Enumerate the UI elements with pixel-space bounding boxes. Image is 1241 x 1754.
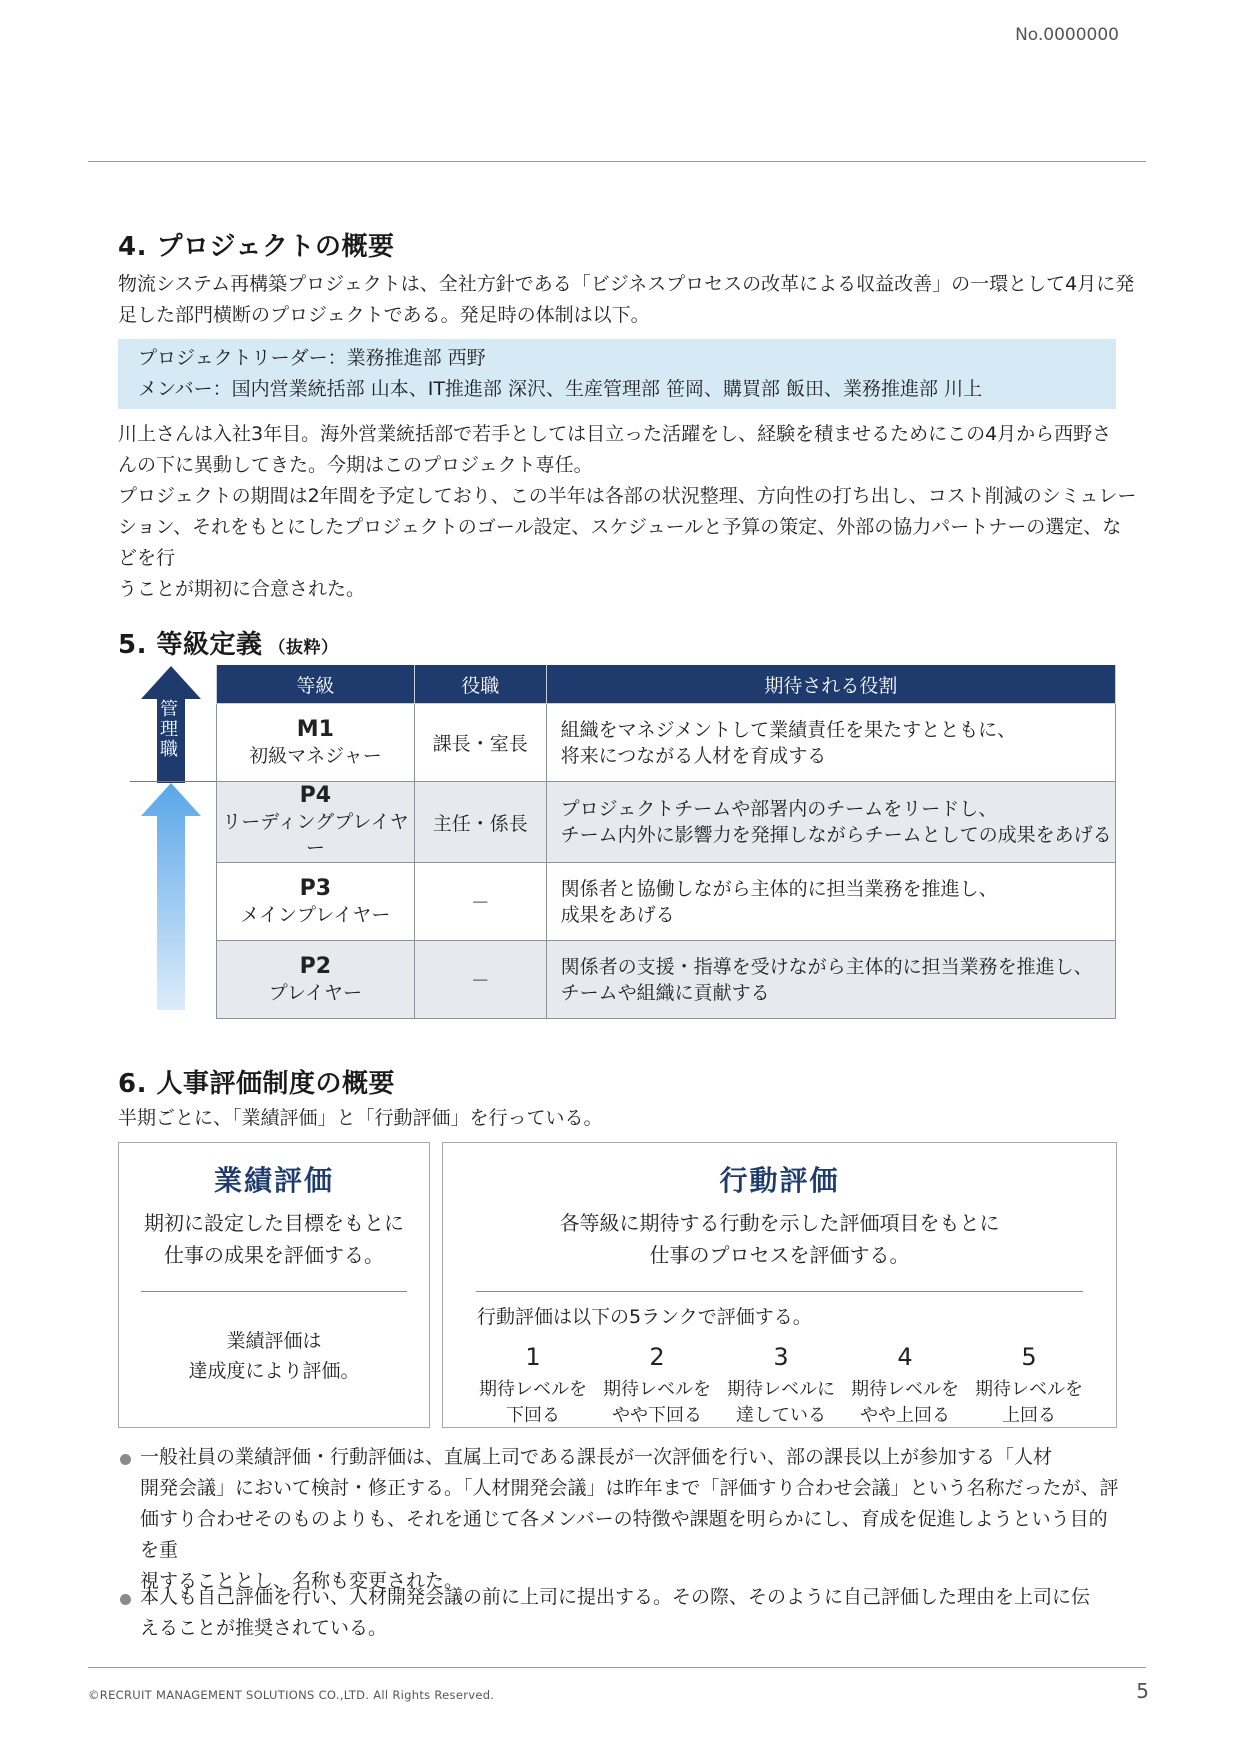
position-cell: 主任・係長	[414, 782, 546, 863]
footer-divider	[88, 1667, 1146, 1668]
behavior-evaluation-title: 行動評価	[719, 1164, 840, 1197]
role-cell	[546, 704, 1115, 782]
section4-intro-line: 物流システム再構築プロジェクトは、全社方針である「ビジネスプロセスの改革による収益改善」の一環として4月に発	[118, 273, 1135, 295]
grade-code: P4	[299, 783, 332, 808]
section4-intro-line: 足した部門横断のプロジェクトである。発足時の体制は以下。	[118, 304, 650, 326]
position-cell: －	[414, 941, 546, 1019]
manager-label: 管理職	[160, 699, 178, 760]
manager-divider	[130, 781, 216, 782]
grade-code: P3	[299, 875, 332, 901]
desc-line: 各等級に期待する行動を示した評価項目をもとに	[559, 1211, 1000, 1235]
rank-label: 下回る	[506, 1405, 560, 1426]
header-grade: 等級	[217, 665, 415, 704]
bullet-text	[140, 1582, 1120, 1644]
section4-title: 4. プロジェクトの概要	[118, 232, 395, 262]
section4-body-line: プロジェクトの期間は2年間を予定しており、この半年は各部の状況整理、方向性の打ち出し、コスト削減のシミュレー	[118, 485, 1137, 507]
desc-line: 仕事のプロセスを評価する。	[649, 1243, 910, 1267]
rank-item	[471, 1343, 595, 1429]
note-line: 業績評価は	[226, 1330, 322, 1352]
rank-intro: 行動評価は以下の5ランクで評価する。	[477, 1306, 812, 1328]
header-position: 役職	[414, 665, 546, 704]
section5-title-text: 5. 等級定義	[118, 630, 263, 660]
grade-row-m1	[217, 704, 1116, 782]
role-line: 成果をあげる	[560, 903, 675, 926]
rank-item	[595, 1343, 719, 1429]
rank-label: 期待レベルを	[975, 1379, 1083, 1400]
rank-label: 期待レベルを	[851, 1379, 959, 1400]
bullet-dot-icon	[120, 1454, 131, 1465]
page-number: 5	[1136, 1679, 1149, 1703]
role-line: チーム内外に影響力を発揮しながらチームとしての成果をあげる	[560, 824, 1112, 846]
rank-label: 上回る	[1002, 1405, 1056, 1426]
rank-item	[843, 1343, 967, 1429]
rank-label: やや下回る	[612, 1405, 702, 1426]
rank-number: 1	[525, 1343, 541, 1371]
note-line: 達成度により評価。	[188, 1360, 360, 1382]
behavior-evaluation-box	[442, 1142, 1117, 1428]
section6-intro: 半期ごとに、「業績評価」と「行動評価」を行っている。	[118, 1107, 603, 1129]
rank-label: 期待レベルを	[603, 1379, 711, 1400]
bullet-line: 開発会議」において検討・修正する。「人材開発会議」は昨年まで「評価すり合わせ会議」という名称だったが、評	[140, 1477, 1119, 1499]
section4-intro	[118, 269, 1138, 331]
role-cell	[546, 941, 1115, 1019]
performance-evaluation-desc	[119, 1207, 429, 1271]
position-cell: －	[414, 863, 546, 941]
performance-evaluation-title: 業績評価	[213, 1164, 334, 1197]
document-number: No.0000000	[1015, 25, 1119, 45]
rank-label: 期待レベルを	[479, 1379, 587, 1400]
grade-table	[216, 665, 1116, 1019]
rank-label: 達している	[736, 1405, 826, 1426]
behavior-evaluation-desc	[443, 1207, 1116, 1271]
grade-row-p3	[217, 863, 1116, 941]
grade-cell	[217, 782, 415, 863]
grade-table-header	[217, 665, 1116, 704]
section4-body-line: うことが期初に合意された。	[118, 578, 366, 600]
rank-item	[719, 1343, 843, 1429]
grade-name: リーディングプレイヤー	[222, 811, 409, 859]
grade-row-p2	[217, 941, 1116, 1019]
grade-name: メインプレイヤー	[240, 903, 391, 926]
rank-number: 3	[773, 1343, 789, 1371]
grade-cell	[217, 704, 415, 782]
rank-scale	[471, 1343, 1091, 1429]
section4-body-line: 川上さんは入社3年目。海外営業統括部で若手としては目立った活躍をし、経験を積ませるためにこの4月から西野さ	[118, 423, 1112, 445]
bullet-line: 本人も自己評価を行い、人材開発会議の前に上司に提出する。その際、そのように自己評価した理由を上司に伝	[140, 1586, 1091, 1608]
bullet-item	[120, 1582, 1120, 1644]
grade-code: M1	[296, 716, 334, 742]
bullet-line: 価すり合わせそのものよりも、それを通じて各メンバーの特徴や課題を明らかにし、育成を促進しようという目的を重	[140, 1508, 1108, 1561]
desc-line: 期初に設定した目標をもとに	[144, 1211, 404, 1235]
performance-divider	[141, 1291, 407, 1292]
role-line: チームや組織に貢献する	[560, 981, 770, 1004]
role-line: プロジェクトチームや部署内のチームをリードし、	[560, 798, 998, 820]
position-cell: 課長・室長	[414, 704, 546, 782]
role-line: 関係者の支援・指導を受けながら主体的に担当業務を推進し、	[560, 955, 1093, 978]
section4-body-line: んの下に異動してきた。今期はこのプロジェクト専任。	[118, 454, 593, 476]
behavior-divider	[476, 1291, 1083, 1292]
performance-evaluation-note	[119, 1326, 429, 1386]
project-members: メンバー：国内営業統括部 山本、IT推進部 深沢、生産管理部 笹岡、購買部 飯田、業務推進部 川上	[138, 378, 983, 400]
role-cell	[546, 863, 1115, 941]
project-leader: プロジェクトリーダー：業務推進部 西野	[138, 347, 486, 369]
role-line: 組織をマネジメントして業績責任を果たすとともに、	[560, 718, 1017, 741]
section5-title	[118, 624, 339, 661]
rank-number: 5	[1021, 1343, 1037, 1371]
project-team-box	[118, 339, 1116, 409]
role-line: 関係者と協働しながら主体的に担当業務を推進し、	[560, 877, 998, 900]
bullet-text	[140, 1442, 1120, 1597]
copyright: ©RECRUIT MANAGEMENT SOLUTIONS CO.,LTD. All Rights Reserved.	[88, 1688, 495, 1702]
bullet-dot-icon	[120, 1594, 131, 1605]
career-up-arrow-icon	[141, 783, 201, 1010]
grade-code: P2	[299, 953, 332, 979]
rank-label: やや上回る	[860, 1405, 950, 1426]
section6-title: 6. 人事評価制度の概要	[118, 1069, 396, 1099]
grade-cell	[217, 863, 415, 941]
rank-number: 4	[897, 1343, 913, 1371]
section4-body	[118, 419, 1138, 605]
bullet-item	[120, 1442, 1120, 1597]
header-role: 期待される役割	[546, 665, 1115, 704]
rank-number: 2	[649, 1343, 665, 1371]
grade-name: 初級マネジャー	[249, 744, 382, 767]
rank-label: 期待レベルに	[727, 1379, 835, 1400]
grade-cell	[217, 941, 415, 1019]
performance-evaluation-box	[118, 1142, 430, 1428]
role-line: 将来につながる人材を育成する	[560, 744, 827, 767]
section5-title-note: （抜粋）	[268, 638, 339, 658]
header-divider	[88, 161, 1146, 162]
rank-item	[967, 1343, 1091, 1429]
grade-row-p4	[217, 782, 1116, 863]
role-cell	[546, 782, 1115, 863]
bullet-line: 一般社員の業績評価・行動評価は、直属上司である課長が一次評価を行い、部の課長以上が参加する「人材	[140, 1446, 1053, 1468]
bullet-line: 視することとし、名称も変更された。	[140, 1570, 464, 1592]
bullet-line: えることが推奨されている。	[140, 1617, 388, 1639]
desc-line: 仕事の成果を評価する。	[164, 1243, 384, 1267]
section4-body-line: ション、それをもとにしたプロジェクトのゴール設定、スケジュールと予算の策定、外部の協力パートナーの選定、などを行	[118, 516, 1122, 569]
grade-name: プレイヤー	[268, 981, 363, 1004]
